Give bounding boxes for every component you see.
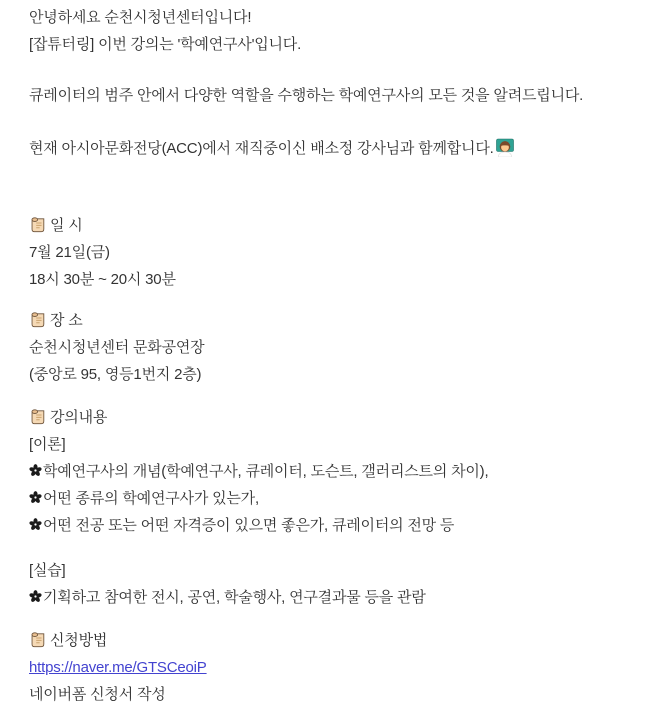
place-address-line bbox=[29, 361, 627, 388]
scroll-icon bbox=[29, 407, 48, 426]
apply-note-text: 네이버폼 신청서 작성 bbox=[29, 686, 166, 703]
apply-link-line bbox=[29, 654, 627, 681]
section-place-heading bbox=[29, 307, 627, 334]
section-curriculum-heading bbox=[29, 404, 627, 431]
lecture-intro-text: [잡튜터링] 이번 강의는 '학예연구사'입니다. bbox=[29, 36, 302, 53]
practice-item-text: 기획하고 참여한 전시, 공연, 학술행사, 연구결과물 등을 관람 bbox=[43, 589, 426, 606]
venue-text: 순천시청년센터 문화공연장 bbox=[29, 339, 205, 356]
theory-item-text: 어떤 종류의 학예연구사가 있는가, bbox=[43, 490, 259, 507]
spacer bbox=[29, 293, 627, 307]
spacer bbox=[29, 109, 627, 135]
naver-form-link[interactable]: https://naver.me/GTSCeoiP bbox=[29, 659, 207, 676]
theory-label-line bbox=[29, 431, 627, 458]
practice-label-text: [실습] bbox=[29, 562, 66, 579]
section-place-title: 장 소 bbox=[50, 312, 83, 329]
woman-teacher-emoji-icon bbox=[495, 137, 515, 157]
practice-item-line bbox=[29, 584, 627, 611]
florette-bullet-icon bbox=[29, 464, 42, 477]
apply-note-line bbox=[29, 681, 627, 708]
theory-item-text: 학예연구사의 개념(학예연구사, 큐레이터, 도슨트, 갤러리스트의 차이), bbox=[43, 463, 489, 480]
florette-bullet-icon bbox=[29, 590, 42, 603]
section-apply-title: 신청방법 bbox=[50, 632, 108, 649]
theory-item-line bbox=[29, 512, 627, 539]
section-datetime-heading bbox=[29, 212, 627, 239]
lecture-intro-line bbox=[29, 31, 627, 58]
scroll-icon bbox=[29, 630, 48, 649]
theory-item-line bbox=[29, 485, 627, 512]
datetime-time-line bbox=[29, 266, 627, 293]
theory-item-line bbox=[29, 458, 627, 485]
instructor-text: 현재 아시아문화전당(ACC)에서 재직중이신 배소정 강사님과 함께합니다. bbox=[29, 140, 494, 157]
florette-bullet-icon bbox=[29, 491, 42, 504]
spacer bbox=[29, 611, 627, 627]
description-text: 큐레이터의 범주 안에서 다양한 역할을 수행하는 학예연구사의 모든 것을 알려드립니다. bbox=[29, 87, 584, 104]
section-datetime-title: 일 시 bbox=[50, 217, 83, 234]
instructor-line bbox=[29, 135, 627, 162]
spacer bbox=[29, 539, 627, 557]
section-curriculum-title: 강의내용 bbox=[50, 409, 108, 426]
time-text: 18시 30분 ~ 20시 30분 bbox=[29, 271, 176, 288]
date-text: 7월 21일(금) bbox=[29, 244, 110, 261]
theory-item-text: 어떤 전공 또는 어떤 자격증이 있으면 좋은가, 큐레이터의 전망 등 bbox=[43, 517, 455, 534]
section-apply-heading bbox=[29, 627, 627, 654]
spacer bbox=[29, 58, 627, 82]
datetime-date-line bbox=[29, 239, 627, 266]
place-venue-line bbox=[29, 334, 627, 361]
scroll-icon bbox=[29, 215, 48, 234]
florette-bullet-icon bbox=[29, 518, 42, 531]
address-text: (중앙로 95, 영등1번지 2층) bbox=[29, 366, 202, 383]
spacer bbox=[29, 388, 627, 404]
theory-label-text: [이론] bbox=[29, 436, 66, 453]
spacer bbox=[29, 162, 627, 212]
description-line bbox=[29, 82, 627, 109]
scroll-icon bbox=[29, 310, 48, 329]
practice-label-line bbox=[29, 557, 627, 584]
greeting-line bbox=[29, 4, 627, 31]
greeting-text: 안녕하세요 순천시청년센터입니다! bbox=[29, 9, 252, 26]
